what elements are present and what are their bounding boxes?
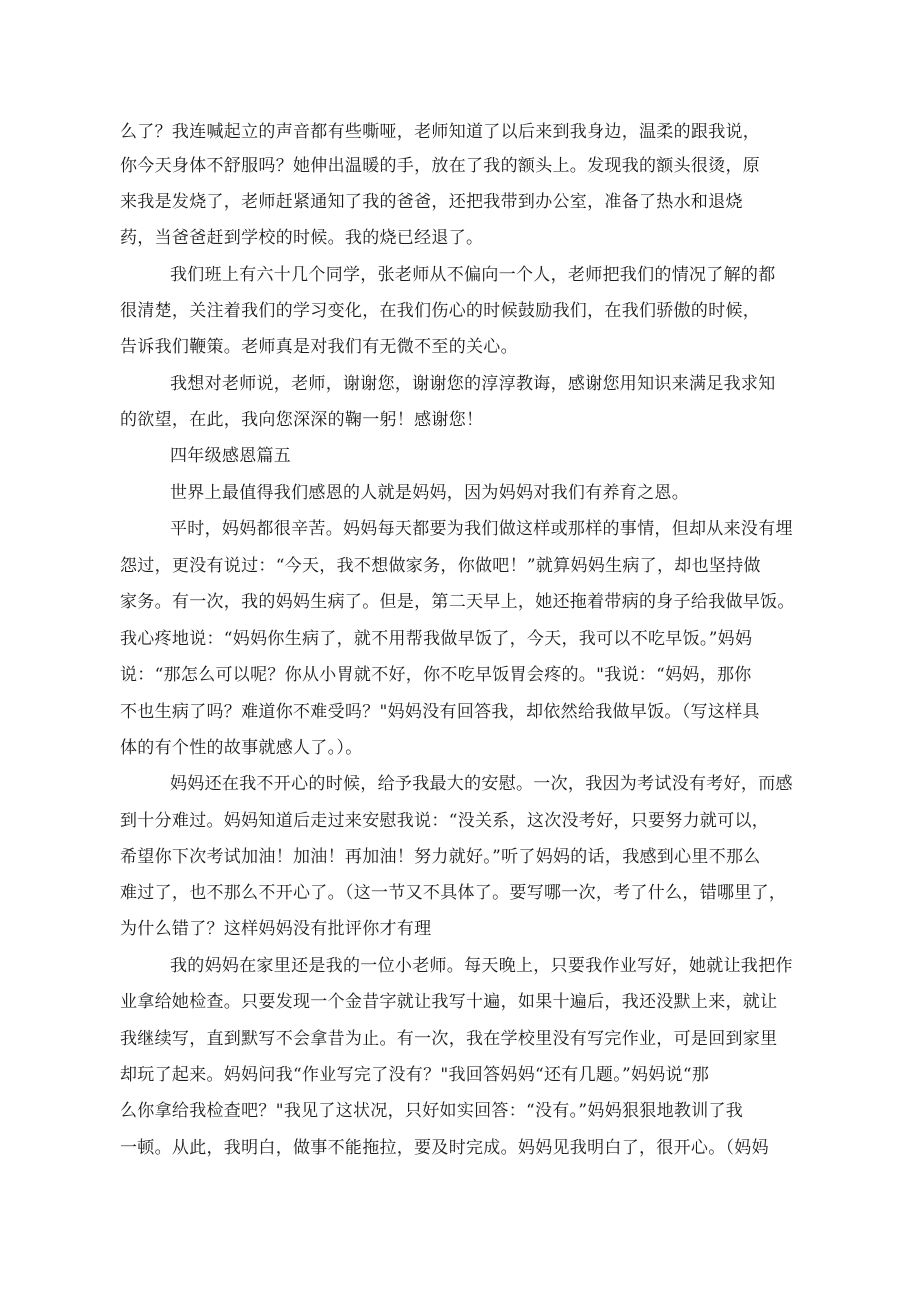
text-line: 我心疼地说：“妈妈你生病了，就不用帮我做早饭了，今天，我可以不吃早饭。”妈妈 xyxy=(120,629,753,649)
text-line: 我们班上有六十几个同学，张老师从不偏向一个人，老师把我们的情况了解的都 xyxy=(170,265,776,285)
text-line: 家务。有一次，我的妈妈生病了。但是，第二天早上，她还拖着带病的身子给我做早饭。 xyxy=(120,592,795,612)
text-line: 不也生病了吗？难道你不难受吗？"妈妈没有回答我，却依然给我做早饭。（写这样具 xyxy=(120,702,760,722)
text-line: 怨过，更没有说过：“今天，我不想做家务，你做吧！”就算妈妈生病了，却也坚持做 xyxy=(120,556,761,576)
text-line: 我的妈妈在家里还是我的一位小老师。每天晚上，只要我作业写好，她就让我把作 xyxy=(170,956,793,976)
text-line: 的欲望，在此，我向您深深的鞠一躬！感谢您！ xyxy=(120,410,484,430)
section-heading: 四年级感恩篇五 xyxy=(170,446,292,466)
text-line: 平时，妈妈都很辛苦。妈妈每天都要为我们做这样或那样的事情，但却从来没有埋 xyxy=(170,519,793,539)
text-line: 我想对老师说，老师，谢谢您，谢谢您的淳淳教诲，感谢您用知识来满足我求知 xyxy=(170,374,776,394)
text-line: 到十分难过。妈妈知道后走过来安慰我说：“没关系，这次没考好，只要努力就可以， xyxy=(120,811,770,831)
text-line: 一顿。从此，我明白，做事不能拖拉，要及时完成。妈妈见我明白了，很开心。（妈妈 xyxy=(120,1138,769,1158)
text-line: 你今天身体不舒服吗？她伸出温暖的手，放在了我的额头上。发现我的额头很烫，原 xyxy=(120,156,761,176)
text-line: 很清楚，关注着我们的学习变化，在我们伤心的时候鼓励我们，在我们骄傲的时候， xyxy=(120,301,761,321)
text-line: 世界上最值得我们感恩的人就是妈妈，因为妈妈对我们有养育之恩。 xyxy=(170,483,689,503)
text-line: 体的有个性的故事就感人了。）。 xyxy=(120,738,363,758)
text-line: 难过了，也不那么不开心了。（这一节又不具体了。要写哪一次，考了什么，错哪里了， xyxy=(120,883,787,903)
text-line: 业拿给她检查。只要发现一个金昔字就让我写十遍，如果十遍后，我还没默上来，就让 xyxy=(120,992,778,1012)
text-line: 药，当爸爸赶到学校的时候。我的烧已经退了。 xyxy=(120,228,484,248)
text-line: 我继续写，直到默写不会拿昔为止。有一次，我在学校里没有写完作业，可是回到家里 xyxy=(120,1029,778,1049)
text-line: 么了？我连喊起立的声音都有些嘶哑，老师知道了以后来到我身边，温柔的跟我说， xyxy=(120,122,761,142)
text-line: 来我是发烧了，老师赶紧通知了我的爸爸，还把我带到办公室，准备了热水和退烧 xyxy=(120,192,743,212)
text-line: 希望你下次考试加油！加油！再加油！努力就好。”听了妈妈的话，我感到心里不那么 xyxy=(120,847,761,867)
text-line: 为什么错了？这样妈妈没有批评你才有理 xyxy=(120,919,432,939)
text-line: 么你拿给我检查吧？"我见了这状况，只好如实回答：“没有。”妈妈狠狠地教训了我 xyxy=(120,1101,744,1121)
text-line: 告诉我们鞭策。老师真是对我们有无微不至的关心。 xyxy=(120,337,518,357)
text-line: 却玩了起来。妈妈问我“作业写完了没有？"我回答妈妈“还有几题。”妈妈说“那 xyxy=(120,1065,710,1085)
text-line: 说：“那怎么可以呢？你从小胃就不好，你不吃早饭胃会疼的。"我说：“妈妈，那你 xyxy=(120,665,752,685)
text-line: 妈妈还在我不开心的时候，给予我最大的安慰。一次，我因为考试没有考好，而感 xyxy=(170,774,793,794)
